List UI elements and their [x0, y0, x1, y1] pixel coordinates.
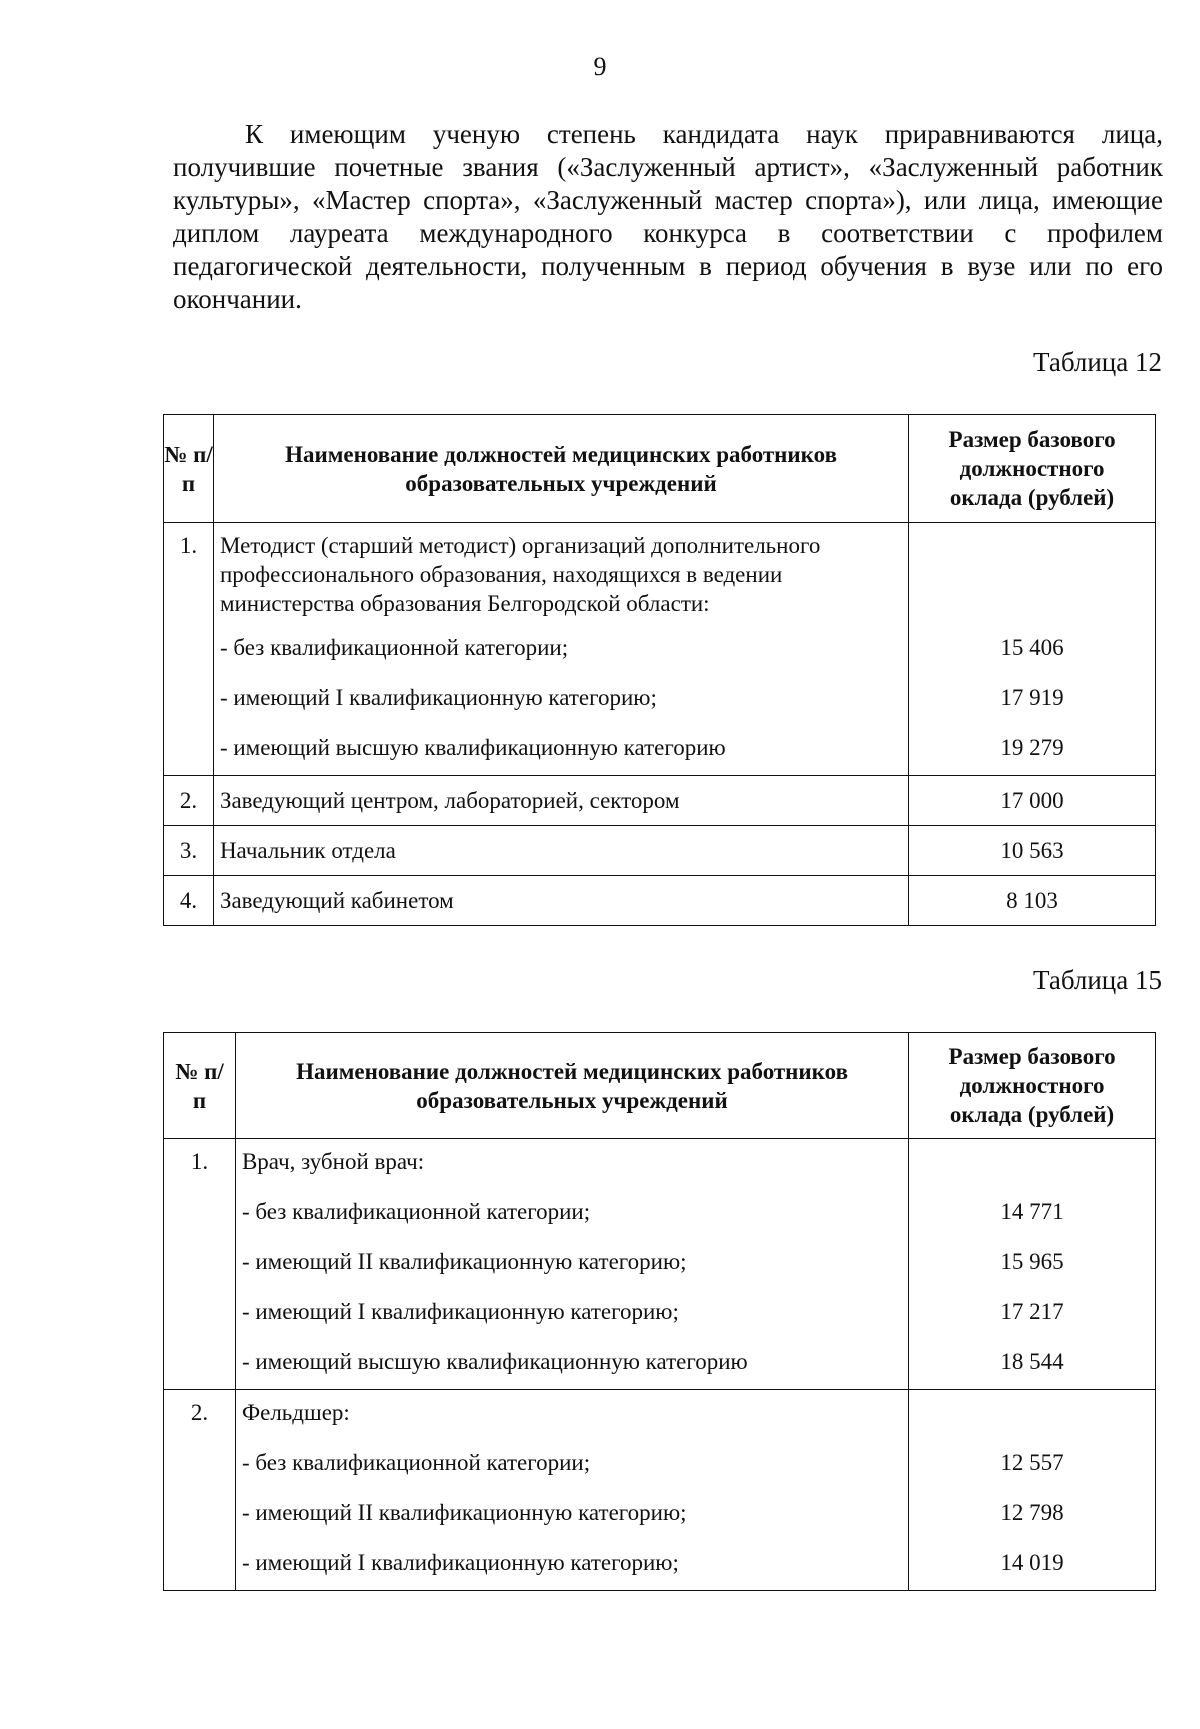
- row-subitem-value: 19 279: [1000, 735, 1064, 760]
- table15-caption: Таблица 15: [1033, 965, 1162, 995]
- table15-row-num: 1.: [164, 1139, 236, 1390]
- row-subitem-label: - имеющий I квалификационную категорию;: [219, 685, 657, 710]
- table12-row: [164, 523, 1156, 776]
- row-subitem-value: 12 557: [1000, 1450, 1064, 1475]
- table12-header-row: [164, 415, 1156, 523]
- table12-row-num: 4.: [164, 876, 214, 926]
- row-subitem-value: 17 217: [1000, 1299, 1064, 1324]
- table15-row-salary: [909, 1139, 1156, 1390]
- row-subitem-label: - имеющий высшую квалификационную категорию: [241, 1349, 748, 1374]
- table12-row-salary: 8 103: [909, 876, 1156, 926]
- row-subitem-label: - имеющий I квалификационную категорию;: [241, 1299, 679, 1324]
- row-subitem-value: 15 406: [1000, 635, 1064, 660]
- table15-row-position: [235, 1390, 908, 1591]
- table12: [163, 414, 1156, 926]
- table12-row: [164, 776, 1156, 826]
- row-subitem-label: - без квалификационной категории;: [219, 635, 569, 660]
- row-subitem-label: - имеющий II квалификационную категорию;: [241, 1500, 687, 1525]
- table12-caption: Таблица 12: [1033, 347, 1162, 377]
- table12-row-salary: 17 000: [909, 776, 1156, 826]
- table15-row-position: [235, 1139, 908, 1390]
- table15-row-num: 2.: [164, 1390, 236, 1591]
- table15-row: [164, 1139, 1156, 1390]
- row-title: Фельдшер:: [241, 1400, 350, 1425]
- table12-header-num: № п/п: [164, 415, 214, 523]
- table12-row-position: Заведующий центром, лабораторией, сектором: [213, 776, 908, 826]
- row-subitem-value: 14 771: [1000, 1199, 1064, 1224]
- table12-row-num: 3.: [164, 826, 214, 876]
- table12-row-position: Заведующий кабинетом: [213, 876, 908, 926]
- table15-header-salary: Размер базового должностного оклада (рублей): [909, 1033, 1156, 1139]
- row-subitem-value: 14 019: [1000, 1550, 1064, 1575]
- row-subitem-label: - без квалификационной категории;: [241, 1450, 591, 1475]
- row-subitem-value: 17 919: [1000, 685, 1064, 710]
- row-subitem-label: - без квалификационной категории;: [241, 1199, 591, 1224]
- table12-header-salary: Размер базового должностного оклада (рублей): [909, 415, 1156, 523]
- row-title: Врач, зубной врач:: [241, 1149, 425, 1174]
- table12-row: [164, 826, 1156, 876]
- row-subitem-label: - имеющий II квалификационную категорию;: [241, 1249, 687, 1274]
- intro-text: К имеющим ученую степень кандидата наук приравниваются лица, получившие почетные звания («Заслуженный артист», «Заслуженный работник культуры», «Мастер спорта», «Заслуженный мастер спорта»), или лица, имеющие диплом лауреата международного конкурса в соответствии с профилем педагогической деятельности, полученным в период обучения в вузе или по его окончании.: [173, 119, 1163, 314]
- table15: [163, 1032, 1156, 1591]
- table12-row-num: 1.: [164, 523, 214, 776]
- table12-row: [164, 876, 1156, 926]
- table15-header-name: Наименование должностей медицинских работников образовательных учреждений: [235, 1033, 908, 1139]
- table12-row-position: Начальник отдела: [213, 826, 908, 876]
- row-subitem-value: 15 965: [1000, 1249, 1064, 1274]
- table15-row-salary: [909, 1390, 1156, 1591]
- table12-row-num: 2.: [164, 776, 214, 826]
- table12-header-name: Наименование должностей медицинских работников образовательных учреждений: [213, 415, 908, 523]
- intro-paragraph: [173, 118, 1163, 316]
- row-subitem-label: - имеющий I квалификационную категорию;: [241, 1550, 679, 1575]
- table15-row: [164, 1390, 1156, 1591]
- table15-header-num: № п/п: [164, 1033, 236, 1139]
- row-subitem-value: 12 798: [1000, 1500, 1064, 1525]
- row-subitem-value: 18 544: [1000, 1349, 1064, 1374]
- page-number: 9: [593, 52, 607, 81]
- table12-row-position: [213, 523, 908, 776]
- table12-row-salary: [909, 523, 1156, 776]
- table12-row-salary: 10 563: [909, 826, 1156, 876]
- table15-header-row: [164, 1033, 1156, 1139]
- row-subitem-label: - имеющий высшую квалификационную категорию: [219, 735, 726, 760]
- row-title: Методист (старший методист) организаций дополнительного профессионального образования, находящихся в ведении министерства образования Белгородской области:: [219, 533, 821, 616]
